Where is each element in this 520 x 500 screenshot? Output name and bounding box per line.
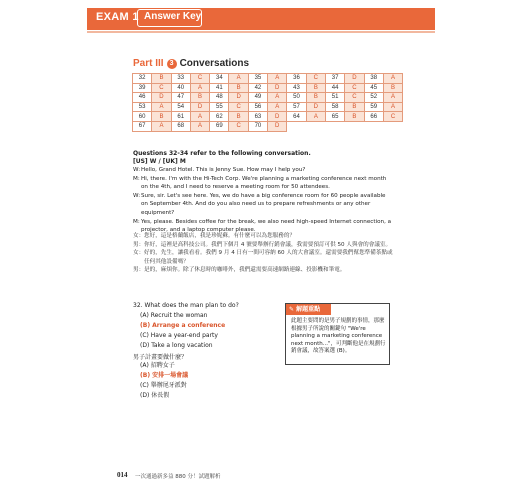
dialogue-line	[133, 166, 393, 175]
speaker: 女：	[133, 233, 145, 239]
answer-letter-cell: A	[152, 121, 171, 131]
question-number-cell: 65	[325, 112, 344, 122]
answer-letter-cell: A	[190, 121, 209, 131]
question-number-cell: 32	[133, 74, 152, 84]
question-number-cell: 39	[133, 83, 152, 93]
question-number-cell: 64	[287, 112, 306, 122]
answer-letter-cell: A	[383, 93, 402, 103]
answer-letter-cell: D	[229, 93, 248, 103]
solution-tip-box	[285, 303, 390, 365]
question-number-cell: 70	[248, 121, 267, 131]
exam-label: EXAM 1	[96, 11, 139, 23]
answer-letter-cell: C	[306, 74, 325, 84]
answer-letter-cell: A	[383, 74, 402, 84]
question-number-cell: 35	[248, 74, 267, 84]
option-a-zh: (A) 招聘女子	[140, 362, 175, 369]
answer-letter-cell: A	[268, 74, 287, 84]
question-number-cell: 36	[287, 74, 306, 84]
question-number-cell: 55	[210, 102, 229, 112]
answer-letter-cell: C	[345, 83, 364, 93]
empty-cell	[325, 121, 344, 131]
speaker-accents: [US] W / [UK] M	[133, 158, 186, 165]
speaker: 男：	[133, 241, 145, 248]
translation-line	[133, 241, 393, 250]
answer-letter-cell: A	[152, 102, 171, 112]
empty-cell	[306, 121, 325, 131]
answer-letter-cell: C	[383, 112, 402, 122]
answer-letter-cell: D	[268, 112, 287, 122]
question-number-cell: 50	[287, 93, 306, 103]
answer-letter-cell: A	[190, 83, 209, 93]
empty-cell	[364, 121, 383, 131]
speaker: 女：	[133, 250, 145, 257]
question-number-cell: 42	[248, 83, 267, 93]
answer-letter-cell: D	[190, 102, 209, 112]
pencil-icon: ✎	[289, 306, 295, 313]
answer-options-zh	[140, 361, 188, 401]
question-number-cell: 48	[210, 93, 229, 103]
answer-row	[133, 112, 403, 122]
question-number-cell: 40	[171, 83, 190, 93]
translation-text: 是的，麻煩你。除了休息時的咖啡外，我們還需要高速網路連線、投影機和筆電。	[144, 267, 346, 274]
answer-letter-cell: B	[345, 102, 364, 112]
answer-row	[133, 74, 403, 84]
question-number-cell: 49	[248, 93, 267, 103]
answer-letter-cell: A	[383, 102, 402, 112]
tip-title: 解題重點	[296, 306, 321, 313]
answer-letter-cell: D	[345, 74, 364, 84]
question-number-cell: 60	[133, 112, 152, 122]
answer-letter-cell: C	[152, 83, 171, 93]
conversation-header: Questions 32-34 refer to the following conversation.	[133, 150, 311, 157]
question-number-cell: 63	[248, 112, 267, 122]
option-c-zh: (C) 舉辦尾牙派對	[140, 382, 187, 389]
question-number-cell: 58	[325, 102, 344, 112]
speaker: W:	[133, 167, 141, 173]
answer-row	[133, 93, 403, 103]
question-number-cell: 44	[325, 83, 344, 93]
translation-block	[133, 232, 393, 275]
translation-line	[133, 266, 393, 275]
header-divider	[87, 31, 435, 33]
answer-letter-cell: B	[306, 93, 325, 103]
dialogue-text: Sure, sir. Let's see here. Yes, we do have a big conference room for 60 people available on September 4th. And do you also need us to prepare refreshments or any other equipment?	[141, 192, 386, 216]
empty-cell	[287, 121, 306, 131]
question-number-cell: 61	[171, 112, 190, 122]
answer-row	[133, 83, 403, 93]
question-number-cell: 45	[364, 83, 383, 93]
answer-letter-cell: A	[306, 112, 325, 122]
tip-header	[286, 304, 331, 315]
translation-line	[133, 249, 393, 266]
question-number-cell: 51	[325, 93, 344, 103]
part-roman: Part III	[133, 58, 164, 69]
question-number-cell: 38	[364, 74, 383, 84]
option-b-correct: (B) Arrange a conference	[140, 322, 226, 329]
part-number-circle: 3	[167, 59, 177, 69]
question-number-cell: 57	[287, 102, 306, 112]
option-a: (A) Recruit the woman	[140, 312, 208, 319]
dialogue-line	[133, 192, 393, 218]
answer-letter-cell: C	[190, 74, 209, 84]
question-number-cell: 69	[210, 121, 229, 131]
dialogue-line	[133, 175, 393, 192]
answer-letter-cell: B	[229, 112, 248, 122]
question-number-cell: 54	[171, 102, 190, 112]
question-number-cell: 43	[287, 83, 306, 93]
question-number-cell: 53	[133, 102, 152, 112]
dialogue-text: Yes, please. Besides coffee for the break, we also need high-speed Internet connection, a projector, and a laptop computer please.	[141, 218, 392, 234]
translation-text: 你好，這裡是高科技公司。我們下個月 4 號要舉辦行銷會議，我需要預訂可供 50 人與會的會議室。	[144, 241, 392, 248]
question-32: 32. What does the man plan to do?	[133, 302, 239, 309]
answer-letter-cell: B	[190, 93, 209, 103]
answer-letter-cell: C	[345, 93, 364, 103]
part-title	[133, 58, 249, 69]
translation-text: 好的，先生，讓我看看。我們 9 月 4 日有一間可容納 60 人的大會議室。還需要我們幫您準備茶點或任何其他設備嗎？	[144, 250, 393, 265]
dialogue-text: Hi, there. I'm with the Hi-Tech Corp. We're planning a marketing conference next month on the 4th, and I need to reserve a meeting room for 50 attendees.	[141, 175, 387, 191]
question-32-zh: 男子計畫要做什麼？	[133, 354, 188, 361]
answer-letter-cell: A	[268, 102, 287, 112]
answer-letter-cell: D	[268, 83, 287, 93]
answer-letter-cell: B	[229, 83, 248, 93]
answer-letter-cell: C	[229, 121, 248, 131]
option-b-zh-correct: (B) 安排一場會議	[140, 372, 189, 379]
option-d: (D) Take a long vacation	[140, 342, 213, 349]
question-number-cell: 52	[364, 93, 383, 103]
question-number-cell: 47	[171, 93, 190, 103]
answer-table	[132, 73, 403, 132]
empty-cell	[345, 121, 364, 131]
option-d-zh: (D) 休長假	[140, 392, 170, 399]
answer-row	[133, 121, 403, 131]
question-number-cell: 34	[210, 74, 229, 84]
question-number-cell: 68	[171, 121, 190, 131]
answer-letter-cell: B	[152, 74, 171, 84]
answer-letter-cell: A	[190, 112, 209, 122]
question-number-cell: 46	[133, 93, 152, 103]
answer-key-label: Answer Key	[144, 11, 202, 22]
answer-letter-cell: D	[152, 93, 171, 103]
answer-options	[140, 311, 225, 351]
part-name: Conversations	[179, 58, 250, 69]
tip-text: 此題主要問的是男子規劃的事情，那麼根據男子所說的關鍵句 "We're planning a marketing conference next month..."，可判斷他是在規劃行銷會議，故答案選 (B)。	[291, 318, 386, 355]
speaker: M:	[133, 218, 140, 225]
translation-line	[133, 232, 393, 241]
translation-text: 您好，這是格蘭飯店，我是珍妮蘇。有什麼可以為您服務的？	[144, 233, 296, 239]
answer-letter-cell: B	[152, 112, 171, 122]
question-number-cell: 41	[210, 83, 229, 93]
empty-cell	[383, 121, 402, 131]
answer-letter-cell: A	[268, 93, 287, 103]
conversation-transcript	[133, 166, 393, 235]
answer-letter-cell: A	[229, 74, 248, 84]
question-number-cell: 37	[325, 74, 344, 84]
answer-letter-cell: D	[306, 102, 325, 112]
answer-letter-cell: C	[229, 102, 248, 112]
question-number-cell: 56	[248, 102, 267, 112]
speaker: W:	[133, 192, 141, 199]
book-title: 一次通過新多益 880 分！試題解析	[135, 474, 221, 480]
question-number-cell: 33	[171, 74, 190, 84]
answer-letter-cell: B	[383, 83, 402, 93]
answer-letter-cell: D	[268, 121, 287, 131]
question-number-cell: 59	[364, 102, 383, 112]
speaker: 男：	[133, 267, 145, 274]
page-number: 014	[117, 471, 128, 479]
option-c: (C) Have a year-end party	[140, 332, 218, 339]
answer-letter-cell: B	[306, 83, 325, 93]
answer-row	[133, 102, 403, 112]
speaker: M:	[133, 175, 140, 182]
question-number-cell: 66	[364, 112, 383, 122]
answer-letter-cell: B	[345, 112, 364, 122]
question-number-cell: 62	[210, 112, 229, 122]
question-number-cell: 67	[133, 121, 152, 131]
dialogue-text: Hello, Grand Hotel. This is Jenny Sue. How may I help you?	[141, 167, 306, 173]
